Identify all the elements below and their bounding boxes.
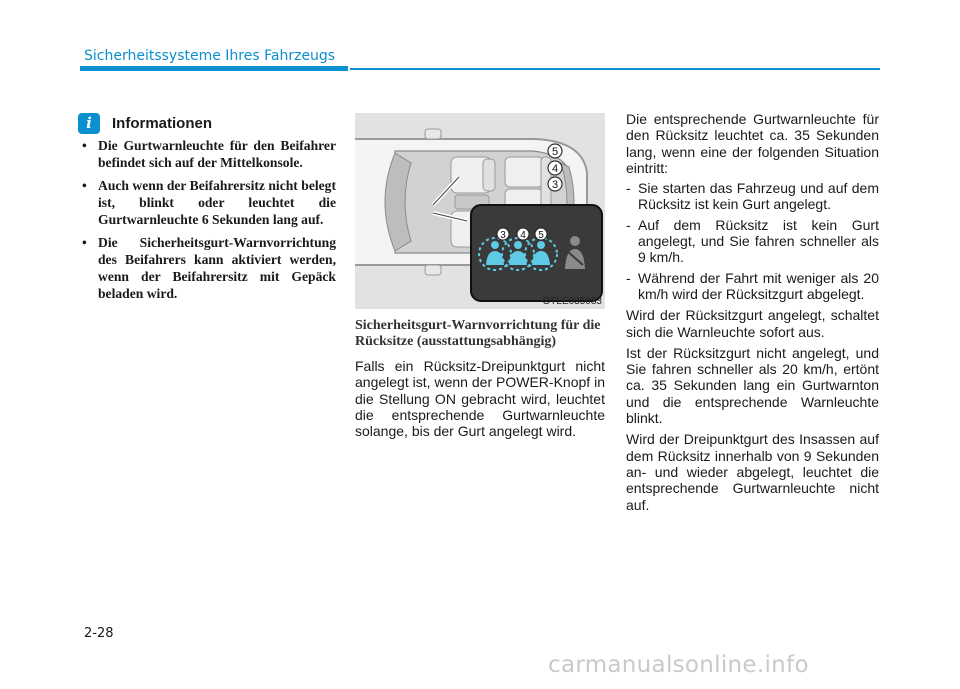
- figure-code: OTLE035083: [542, 296, 602, 307]
- header-bar: [80, 66, 348, 71]
- seatbelt-warning-figure: [355, 113, 605, 309]
- svg-text:5: 5: [551, 146, 559, 158]
- rear-belt-details: [626, 111, 879, 513]
- svg-text:4: 4: [551, 163, 559, 175]
- info-icon: i: [78, 113, 100, 134]
- rear-belt-section: [355, 113, 605, 439]
- header-rule: [350, 68, 880, 70]
- rear-belt-paragraph: Falls ein Rücksitz-Dreipunktgurt nicht angelegt ist, wenn der POWER-Knopf in die Stellung ON gebracht wird, leuchtet die entsprechende Gurtwarnleuchte solange, bis der Gurt angelegt wird.: [355, 358, 605, 440]
- condition-item: - Auf dem Rücksitz ist kein Gurt angelegt, und Sie fahren schneller als 9 km/h.: [626, 217, 879, 266]
- info-bullet-list: [78, 137, 336, 302]
- car-topview-illustration: [355, 113, 605, 309]
- condition-item: - Während der Fahrt mit weniger als 20 km/h wird der Rücksitzgurt abgelegt.: [626, 270, 879, 303]
- seat-number-4: [548, 161, 562, 175]
- seat-number-3: [548, 177, 562, 191]
- seat-number-5: [548, 144, 562, 158]
- section-title: Sicherheitssysteme Ihres Fahrzeugs: [84, 48, 336, 64]
- page-number: 2-28: [84, 626, 114, 641]
- info-bullet: • Auch wenn der Beifahrersitz nicht belegt ist, blinkt oder leuchtet die Gurtwarnleuchte 6 Sekunden lang auf.: [78, 177, 336, 228]
- watermark: carmanualsonline.info: [548, 652, 809, 678]
- paragraph-belt-fastened: Wird der Rücksitzgurt angelegt, schaltet sich die Warnleuchte sofort aus.: [626, 307, 879, 340]
- paragraph-quick-refasten: Wird der Dreipunktgurt des Insassen auf dem Rücksitz innerhalb von 9 Sekunden an- und wieder abgelegt, leuchtet die entsprechende Gurtwarnleuchte nicht auf.: [626, 431, 879, 513]
- info-header: [78, 113, 336, 134]
- info-bullet: • Die Gurtwarnleuchte für den Beifahrer befindet sich auf der Mittelkonsole.: [78, 137, 336, 171]
- info-title: Informationen: [112, 115, 212, 132]
- info-box: [78, 113, 336, 308]
- info-bullet: • Die Sicherheitsgurt-Warnvorrichtung des Beifahrers kann aktiviert werden, wenn der Beifahrersitz mit Gepäck beladen wird.: [78, 234, 336, 302]
- condition-list: [626, 180, 879, 302]
- rear-belt-heading: Sicherheitsgurt-Warnvorrichtung für die Rücksitze (ausstattungsabhängig): [355, 318, 601, 349]
- rear-belt-indicator-panel: [471, 205, 602, 301]
- svg-text:3: 3: [500, 230, 506, 241]
- svg-text:3: 3: [551, 179, 559, 191]
- condition-item: - Sie starten das Fahrzeug und auf dem Rücksitz ist kein Gurt angelegt.: [626, 180, 879, 213]
- svg-text:4: 4: [520, 230, 526, 241]
- paragraph-speed-warning: Ist der Rücksitzgurt nicht angelegt, und Sie fahren schneller als 20 km/h, ertönt ca. 35 Sekunden lang ein Gurtwarnton und die entsprechende Warnleuchte blinkt.: [626, 344, 879, 427]
- intro-paragraph: Die entsprechende Gurtwarnleuchte für den Rücksitz leuchtet ca. 35 Sekunden lang, wenn eine der folgenden Situation eintritt:: [626, 111, 879, 176]
- svg-text:5: 5: [538, 230, 544, 241]
